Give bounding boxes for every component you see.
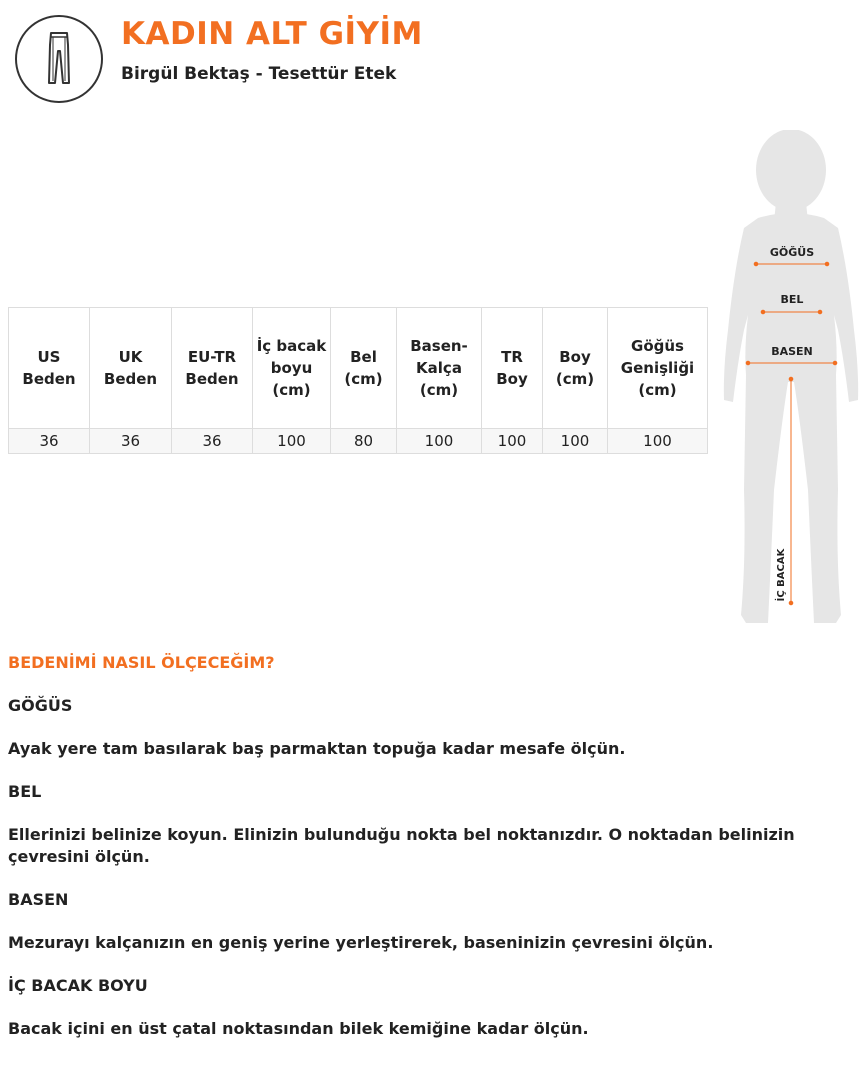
column-header-chest-width: Göğüs Genişliği (cm) [608, 308, 708, 429]
section-title-hip: BASEN [8, 890, 69, 909]
body-measurement-figure [716, 130, 865, 630]
table-header-row [9, 308, 708, 429]
table-cell: 100 [482, 429, 543, 454]
table-cell: 80 [331, 429, 397, 454]
chest-label: GÖĞÜS [769, 246, 815, 259]
measurement-guide [8, 652, 808, 1061]
column-header-us-size: US Beden [9, 308, 90, 429]
section-title-inseam: İÇ BACAK BOYU [8, 976, 148, 995]
waist-label: BEL [780, 293, 804, 306]
section-text-hip: Mezurayı kalçanızın en geniş yerine yerleştirerek, baseninizin çevresini ölçün. [8, 933, 714, 952]
column-header-waist: Bel (cm) [331, 308, 397, 429]
guide-heading: BEDENİMİ NASIL ÖLÇECEĞİM? [8, 653, 275, 672]
table-cell: 100 [543, 429, 608, 454]
inseam-label: İÇ BACAK [776, 548, 787, 602]
column-header-height: Boy (cm) [543, 308, 608, 429]
column-header-eu-tr-size: EU-TR Beden [172, 308, 253, 429]
section-text-chest: Ayak yere tam basılarak baş parmaktan topuğa kadar mesafe ölçün. [8, 739, 626, 758]
column-header-tr-length: TR Boy [482, 308, 543, 429]
column-header-uk-size: UK Beden [90, 308, 172, 429]
section-title-chest: GÖĞÜS [8, 696, 73, 715]
table-cell: 100 [253, 429, 331, 454]
table-cell: 100 [397, 429, 482, 454]
column-header-hip: Basen-Kalça (cm) [397, 308, 482, 429]
page-title: KADIN ALT GİYİM [121, 16, 423, 52]
table-row [9, 429, 708, 454]
section-text-inseam: Bacak içini en üst çatal noktasından bilek kemiğine kadar ölçün. [8, 1019, 589, 1038]
table-cell: 36 [172, 429, 253, 454]
table-cell: 100 [608, 429, 708, 454]
section-title-waist: BEL [8, 782, 42, 801]
body-silhouette-icon [716, 130, 865, 630]
size-table [8, 307, 708, 454]
table-cell: 36 [9, 429, 90, 454]
product-subtitle: Birgül Bektaş - Tesettür Etek [121, 64, 397, 84]
section-text-waist: Ellerinizi belinize koyun. Elinizin bulunduğu nokta bel noktanızdır. O noktadan belinizin çevresini ölçün. [8, 825, 795, 866]
pants-icon [15, 15, 103, 103]
hip-label: BASEN [771, 345, 813, 358]
table-cell: 36 [90, 429, 172, 454]
column-header-inseam: İç bacak boyu (cm) [253, 308, 331, 429]
